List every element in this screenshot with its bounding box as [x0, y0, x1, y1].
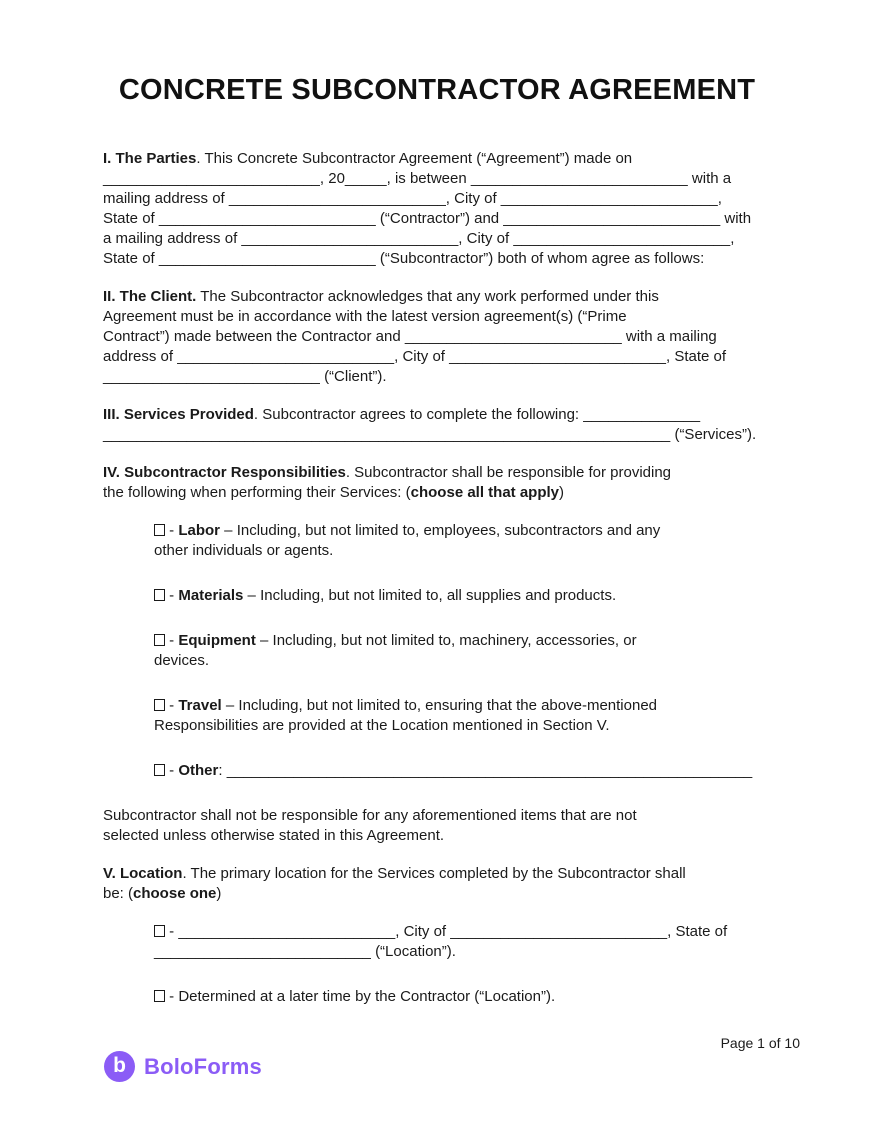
check-item-line [154, 521, 771, 541]
checkbox-icon[interactable] [154, 589, 165, 601]
check-item-text: - __________________________, City of __________________________, State of [165, 923, 728, 940]
checkbox-item-location-address [154, 922, 771, 962]
check-item-line: Responsibilities are provided at the Location mentioned in Section V. [154, 717, 610, 734]
check-item-text: - Other: _______________________________________________________________ [165, 762, 753, 779]
responsibilities-checklist [154, 521, 771, 781]
checkbox-item-equipment [154, 631, 771, 671]
checkbox-icon[interactable] [154, 990, 165, 1002]
check-item-line [154, 922, 771, 942]
checkbox-item-location-determined-later [154, 987, 771, 1007]
checkbox-item-materials [154, 586, 771, 606]
check-item-line [154, 696, 771, 716]
check-item-text: - Travel – Including, but not limited to, ensuring that the above-mentioned [165, 697, 657, 714]
section-responsibilities: IV. Subcontractor Responsibilities. Subcontractor shall be responsible for providing the following when performing their Services: (choose all that apply) [103, 464, 672, 501]
checkbox-icon[interactable] [154, 634, 165, 646]
check-item-text: - Materials – Including, but not limited to, all supplies and products. [165, 587, 617, 604]
page-indicator: Page 1 of 10 [720, 1035, 800, 1051]
checkbox-icon[interactable] [154, 699, 165, 711]
section-parties: I. The Parties. This Concrete Subcontractor Agreement (“Agreement”) made on __________________________, 20_____, is between __________________________ with a mailing address of __________________________, City of __________________________, State of __________________________ (“Contractor”) and __________________________ with a mailing address of __________________________, City of __________________________, State of __________________________ (“Subcontractor”) both of whom agree as follows: [103, 150, 752, 267]
check-item-text: - Equipment – Including, but not limited to, machinery, accessories, or [165, 632, 637, 649]
check-item-line [154, 586, 771, 606]
checkbox-icon[interactable] [154, 764, 165, 776]
check-item-line: devices. [154, 652, 210, 669]
section-location: V. Location. The primary location for the Services completed by the Subcontractor shall be: (choose one) [103, 865, 686, 902]
checkbox-item-other [154, 761, 771, 781]
check-item-line: __________________________ (“Location”). [154, 943, 456, 960]
checkbox-item-labor [154, 521, 771, 561]
checkbox-icon[interactable] [154, 925, 165, 937]
boloforms-logo [104, 1051, 262, 1082]
check-item-line [154, 761, 771, 781]
responsibilities-note: Subcontractor shall not be responsible for any aforementioned items that are not selected unless otherwise stated in this Agreement. [103, 807, 637, 844]
check-item-text: - Labor – Including, but not limited to, employees, subcontractors and any [165, 522, 661, 539]
section-services: III. Services Provided. Subcontractor agrees to complete the following: ______________ ____________________________________________________________________ (“Services”). [103, 406, 757, 443]
check-item-line: other individuals or agents. [154, 542, 334, 559]
boloforms-logo-text: BoloForms [144, 1053, 262, 1079]
document-title: CONCRETE SUBCONTRACTOR AGREEMENT [118, 74, 756, 106]
checkbox-item-travel [154, 696, 771, 736]
checkbox-icon[interactable] [154, 524, 165, 536]
boloforms-logo-icon: b [104, 1051, 135, 1082]
location-checklist [154, 922, 771, 1007]
check-item-line [154, 631, 771, 651]
check-item-text: - Determined at a later time by the Contractor (“Location”). [165, 988, 556, 1005]
section-client: II. The Client. The Subcontractor acknowledges that any work performed under this Agreement must be in accordance with the latest version agreement(s) (“Prime Contract”) made between the Contractor and __________________________ with a mailing address of __________________________, City of __________________________, State of __________________________ (“Client”). [103, 288, 727, 385]
check-item-line [154, 987, 771, 1007]
